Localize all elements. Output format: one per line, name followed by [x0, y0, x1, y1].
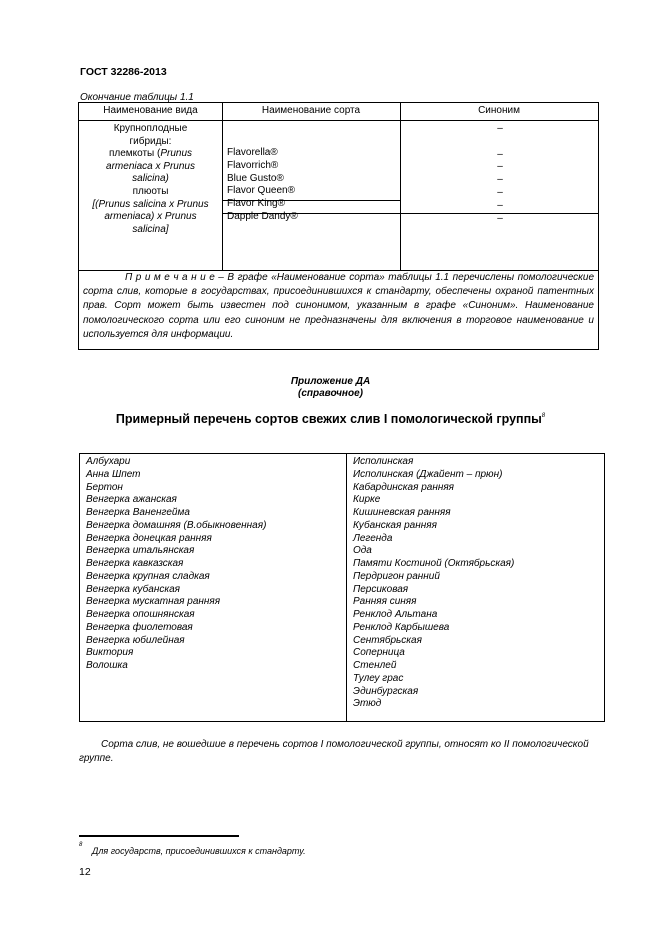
species-line: Крупноплодные [113, 123, 188, 134]
species-line: [(Prunus salicina x Prunus [92, 198, 209, 210]
variety-item: Легенда [353, 532, 393, 544]
variety-item: Венгерка фиолетовая [86, 621, 193, 633]
variety-item: Эдинбургская [353, 685, 419, 697]
variety-item: Сентябрьская [353, 634, 422, 646]
species-cell [79, 123, 222, 236]
synonym-value: – [497, 199, 503, 211]
species-line: armeniaca) x Prunus [104, 211, 197, 223]
species-line: armeniaca x Prunus [106, 160, 195, 172]
variety-item: Памяти Костиной (Октябрьская) [353, 558, 515, 569]
synonym-value: – [497, 148, 503, 160]
standard-header: ГОСТ 32286-2013 [80, 66, 167, 78]
variety-item: Венгерка юбилейная [86, 634, 185, 646]
variety-item: Кубанская ранняя [353, 519, 437, 531]
sort-name: Flavorrich® [227, 159, 279, 171]
column-header-species: Наименование вида [103, 105, 198, 116]
appendix-subtitle: (справочное) [298, 388, 363, 399]
footnote-text: Для государств, присоединившихся к стандарту. [92, 846, 306, 856]
appendix-name: Приложение ДА [290, 376, 371, 387]
variety-item: Виктория [86, 647, 134, 659]
plum-varieties-table [78, 102, 599, 350]
variety-item: Кирке [353, 494, 381, 506]
note-label: П р и м е ч а н и е [125, 272, 215, 283]
footnote-reference: 8 [541, 413, 546, 419]
variety-item: Соперница [353, 647, 405, 659]
species-line: плюоты [132, 185, 169, 197]
variety-item: Венгерка ажанская [86, 494, 177, 506]
sort-name: Flavor Queen® [227, 185, 295, 197]
variety-item: Венгерка Ваненгейма [86, 507, 190, 518]
synonym-value: – [497, 123, 503, 134]
variety-item: Венгерка домашняя (В.обыкновенная) [86, 519, 267, 531]
variety-item: Исполинская (Джайент – прюн) [353, 468, 503, 480]
varieties-list-table [79, 453, 605, 722]
appendix-heading [0, 412, 661, 426]
column-header-sort: Наименование сорта [261, 105, 361, 116]
species-line: гибриды: [129, 135, 172, 147]
variety-item: Пердригон ранний [353, 570, 440, 582]
synonym-value: – [497, 174, 503, 186]
variety-item: Стенлей [353, 660, 397, 671]
column-divider [346, 454, 347, 721]
variety-item: Венгерка мускатная ранняя [86, 596, 221, 608]
variety-item: Венгерка итальянская [86, 545, 195, 557]
column-header-synonym: Синоним [478, 105, 520, 116]
synonym-value [402, 136, 598, 149]
heading-text: Примерный перечень сортов свежих слив I помологической группы [115, 412, 542, 426]
synonym-cell [402, 123, 598, 225]
table-caption: Окончание таблицы 1.1 [80, 92, 194, 103]
varieties-left-column [86, 456, 266, 673]
variety-item: Этюд [353, 698, 382, 710]
variety-item: Венгерка кубанская [86, 583, 180, 595]
footnote-separator [79, 835, 239, 837]
variety-item: Волошка [86, 660, 128, 671]
variety-item: Венгерка опошнянская [86, 609, 195, 620]
variety-item: Ранняя синяя [353, 596, 417, 608]
sort-name: Blue Gusto® [227, 172, 284, 184]
variety-item: Бертон [86, 481, 123, 493]
variety-item: Ренклод Карбышева [353, 621, 450, 633]
variety-item: Ренклод Альтана [353, 609, 438, 620]
sort-name: Dapple Dandy® [227, 210, 298, 222]
variety-item: Анна Шпет [86, 468, 141, 480]
column-divider [222, 103, 223, 270]
closing-paragraph: Сорта слив, не вошедшие в перечень сортов I помологической группы, относят ко II помологической группе. [79, 739, 589, 764]
variety-item: Ода [353, 545, 372, 557]
variety-item: Исполинская [353, 456, 414, 467]
synonym-value: – [497, 212, 503, 224]
table-header-row [79, 103, 598, 121]
variety-item: Албухари [86, 456, 131, 467]
species-line: salicina) [132, 173, 169, 185]
species-line: salicina] [132, 223, 169, 235]
appendix-title [0, 376, 661, 400]
sort-names-cell [227, 147, 298, 224]
synonym-value: – [497, 186, 503, 198]
variety-item: Венгерка донецкая ранняя [86, 532, 212, 544]
page-number: 12 [79, 866, 91, 878]
synonym-value: – [497, 161, 503, 173]
variety-item: Венгерка кавказская [86, 558, 184, 569]
varieties-right-column [353, 456, 514, 711]
species-line: племкоты (Prunus [108, 148, 193, 160]
note-text: – В графе «Наименование сорта» таблицы 1.1 перечислены помологические сорта слив, которые в государствах, присоединившихся к стандарту, обеспечены охраной патентных прав. Сорт может быть известен под синонимом, указанным в графе «Синоним». Наименование помологического сорта или его синоним не предназначены для включения в торговое наименование и используется для информации. [83, 272, 595, 340]
sort-name: Flavor King® [227, 198, 285, 210]
variety-item: Кабардинская ранняя [353, 481, 455, 493]
footnote-mark: 8 [79, 842, 83, 848]
variety-item: Венгерка крупная сладкая [86, 570, 210, 582]
table-note [83, 271, 594, 342]
sort-name: Flavorella® [227, 147, 278, 158]
column-divider [400, 103, 401, 270]
variety-item: Персиковая [353, 583, 409, 595]
variety-item: Тулеу грас [353, 672, 404, 684]
variety-item: Кишиневская ранняя [353, 507, 451, 518]
